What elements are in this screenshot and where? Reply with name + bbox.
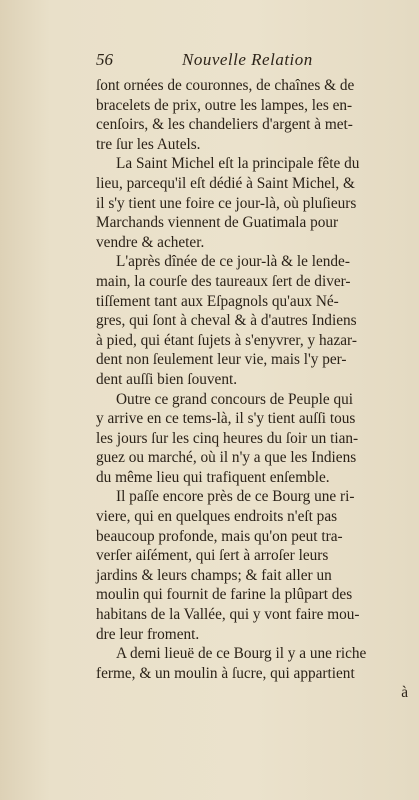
text-line: dent auſſi bien ſouvent. — [96, 370, 238, 388]
running-title: Nouvelle Relation — [182, 50, 313, 69]
paragraph — [96, 76, 414, 154]
text-line: ferme, & un moulin à ſucre, qui appartient — [96, 664, 355, 682]
text-line: Marchands viennent de Guatimala pour — [96, 214, 339, 232]
text-line: jardins & leurs champs; & fait aller un — [96, 566, 332, 584]
page-header — [96, 50, 406, 70]
paragraph — [96, 390, 414, 488]
text-line: A demi lieuë de ce Bourg il y a une riche — [116, 645, 367, 663]
paragraph — [96, 252, 414, 389]
catchword: à — [401, 684, 408, 702]
text-line: beaucoup profonde, mais qu'on peut tra- — [96, 527, 343, 545]
text-line: gres, qui ſont à cheval & à d'autres Indiens — [96, 312, 357, 330]
text-line: tiſſement tant aux Eſpagnols qu'aux Né- — [96, 292, 339, 310]
body-text — [96, 76, 414, 703]
text-line: ſont ornées de couronnes, de chaînes & de — [96, 77, 355, 94]
text-line: bracelets de prix, outre les lampes, les en- — [96, 96, 353, 114]
page-number: 56 — [96, 50, 113, 69]
text-line: cenſoirs, & les chandeliers d'argent à met- — [96, 116, 353, 134]
text-line: guez ou marché, où il n'y a que les Indiens — [96, 449, 357, 467]
text-line: dent non ſeulement leur vie, mais l'y per- — [96, 351, 347, 369]
text-line: La Saint Michel eſt la principale fête du — [116, 155, 360, 173]
text-line: verſer aiſément, qui ſert à arroſer leurs — [96, 547, 329, 565]
text-line: moulin qui fournit de farine la plûpart des — [96, 586, 353, 604]
text-line: vendre & acheter. — [96, 233, 205, 251]
paragraph — [96, 644, 414, 683]
text-line: les jours ſur les cinq heures du ſoir un tian- — [96, 429, 359, 447]
text-line: Outre ce grand concours de Peuple qui — [116, 390, 354, 408]
paragraph — [96, 487, 414, 644]
text-line: il s'y tient une foire ce jour-là, où pluſieurs — [96, 194, 357, 212]
text-line: à pied, qui étant ſujets à s'enyvrer, y hazar- — [96, 331, 357, 349]
text-line: du même lieu qui trafiquent enſemble. — [96, 468, 330, 486]
text-line: tre ſur les Autels. — [96, 135, 201, 153]
text-line: lieu, parcequ'il eſt dédié à Saint Michel, & — [96, 174, 355, 192]
text-line: main, la courſe des taureaux ſert de diver- — [96, 272, 351, 290]
text-line: habitans de la Vallée, qui y vont faire mou- — [96, 606, 360, 624]
text-line: Il paſſe encore près de ce Bourg une ri- — [116, 488, 355, 506]
text-line: dre leur froment. — [96, 625, 200, 643]
paragraph — [96, 154, 414, 252]
text-line: y arrive en ce tems-là, il s'y tient auſſi tous — [96, 410, 356, 428]
text-line: L'après dînée de ce jour-là & le lende- — [116, 253, 350, 271]
text-line: viere, qui en quelques endroits n'eſt pas — [96, 508, 338, 526]
